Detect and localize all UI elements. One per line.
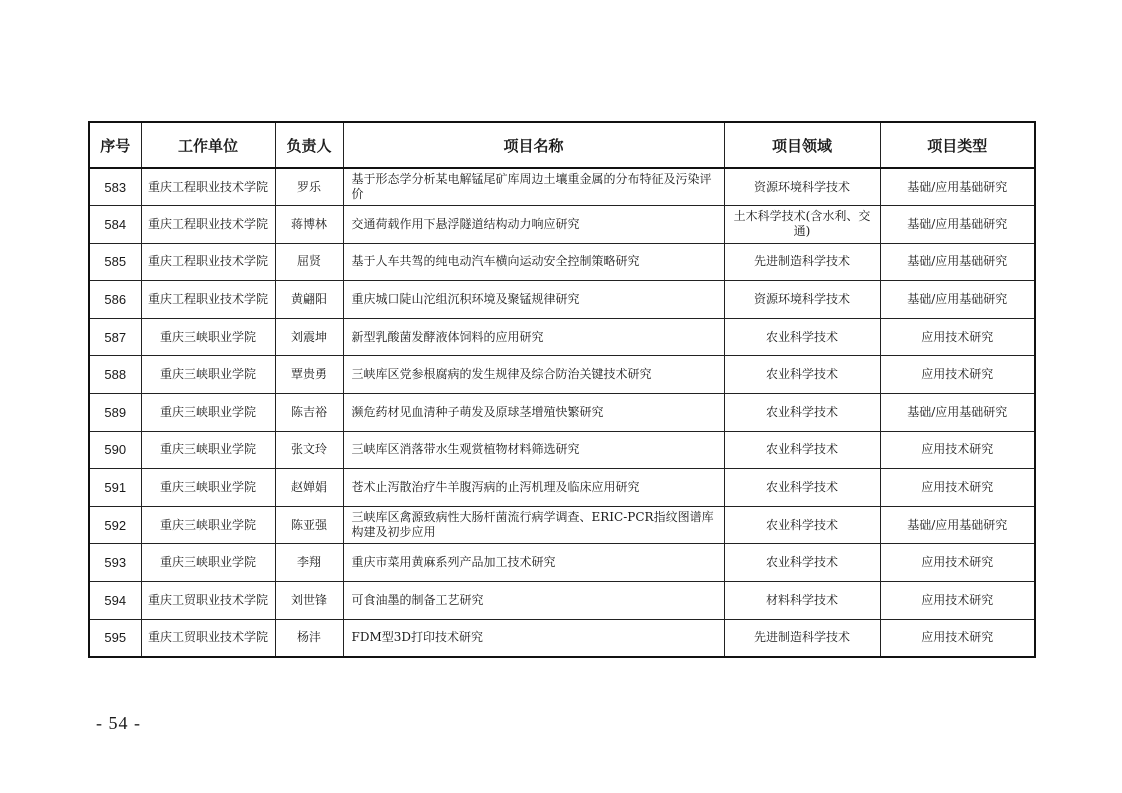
cell-lead: 张文玲 xyxy=(275,431,343,469)
cell-no: 593 xyxy=(89,544,141,582)
header-lead: 负责人 xyxy=(275,122,343,168)
cell-unit: 重庆三峡职业学院 xyxy=(141,469,275,507)
cell-name: 可食油墨的制备工艺研究 xyxy=(343,582,724,620)
cell-unit: 重庆工贸职业技术学院 xyxy=(141,619,275,657)
table-row xyxy=(89,469,1035,507)
header-type: 项目类型 xyxy=(880,122,1035,168)
cell-name: 重庆市菜用黄麻系列产品加工技术研究 xyxy=(343,544,724,582)
cell-no: 594 xyxy=(89,582,141,620)
cell-unit: 重庆三峡职业学院 xyxy=(141,506,275,544)
cell-unit: 重庆三峡职业学院 xyxy=(141,356,275,394)
cell-type: 应用技术研究 xyxy=(880,318,1035,356)
cell-type: 应用技术研究 xyxy=(880,619,1035,657)
cell-no: 590 xyxy=(89,431,141,469)
cell-name: FDM型3D打印技术研究 xyxy=(343,619,724,657)
cell-type: 应用技术研究 xyxy=(880,356,1035,394)
cell-name: 濒危药材见血清种子萌发及原球茎增殖快繁研究 xyxy=(343,394,724,432)
cell-type: 基础/应用基础研究 xyxy=(880,281,1035,319)
cell-name: 基于人车共驾的纯电动汽车横向运动安全控制策略研究 xyxy=(343,243,724,281)
cell-field: 农业科学技术 xyxy=(724,394,880,432)
table-row xyxy=(89,394,1035,432)
cell-field: 农业科学技术 xyxy=(724,506,880,544)
cell-lead: 陈吉裕 xyxy=(275,394,343,432)
table-row xyxy=(89,544,1035,582)
cell-name: 三峡库区消落带水生观赏植物材料筛选研究 xyxy=(343,431,724,469)
cell-lead: 陈亚强 xyxy=(275,506,343,544)
cell-no: 589 xyxy=(89,394,141,432)
cell-name: 新型乳酸菌发酵液体饲料的应用研究 xyxy=(343,318,724,356)
cell-type: 基础/应用基础研究 xyxy=(880,394,1035,432)
cell-field: 农业科学技术 xyxy=(724,544,880,582)
table-row xyxy=(89,281,1035,319)
cell-type: 基础/应用基础研究 xyxy=(880,243,1035,281)
cell-field: 先进制造科学技术 xyxy=(724,619,880,657)
table-header-row xyxy=(89,122,1035,168)
cell-name: 三峡库区党参根腐病的发生规律及综合防治关键技术研究 xyxy=(343,356,724,394)
cell-unit: 重庆三峡职业学院 xyxy=(141,394,275,432)
cell-field: 农业科学技术 xyxy=(724,356,880,394)
table-row xyxy=(89,582,1035,620)
cell-unit: 重庆工贸职业技术学院 xyxy=(141,582,275,620)
cell-type: 应用技术研究 xyxy=(880,431,1035,469)
cell-lead: 罗乐 xyxy=(275,168,343,206)
cell-lead: 蒋博林 xyxy=(275,206,343,244)
cell-field: 农业科学技术 xyxy=(724,469,880,507)
table-row xyxy=(89,243,1035,281)
cell-unit: 重庆三峡职业学院 xyxy=(141,544,275,582)
cell-lead: 黄翩阳 xyxy=(275,281,343,319)
cell-type: 应用技术研究 xyxy=(880,469,1035,507)
table-row xyxy=(89,431,1035,469)
cell-field: 农业科学技术 xyxy=(724,431,880,469)
cell-lead: 覃贵勇 xyxy=(275,356,343,394)
cell-type: 应用技术研究 xyxy=(880,544,1035,582)
cell-lead: 杨沣 xyxy=(275,619,343,657)
table-row xyxy=(89,206,1035,244)
cell-no: 588 xyxy=(89,356,141,394)
header-name: 项目名称 xyxy=(343,122,724,168)
cell-lead: 刘震坤 xyxy=(275,318,343,356)
cell-lead: 屈贤 xyxy=(275,243,343,281)
project-table xyxy=(88,121,1036,658)
cell-no: 584 xyxy=(89,206,141,244)
page-number: - 54 - xyxy=(96,713,141,733)
header-field: 项目领域 xyxy=(724,122,880,168)
cell-type: 基础/应用基础研究 xyxy=(880,206,1035,244)
cell-field: 资源环境科学技术 xyxy=(724,281,880,319)
cell-field: 土木科学技术(含水利、交通) xyxy=(724,206,880,244)
cell-field: 材料科学技术 xyxy=(724,582,880,620)
cell-name: 三峡库区禽源致病性大肠杆菌流行病学调查、ERIC-PCR指纹图谱库构建及初步应用 xyxy=(343,506,724,544)
cell-type: 基础/应用基础研究 xyxy=(880,506,1035,544)
header-no: 序号 xyxy=(89,122,141,168)
cell-no: 592 xyxy=(89,506,141,544)
table-row xyxy=(89,318,1035,356)
cell-field: 农业科学技术 xyxy=(724,318,880,356)
cell-name: 苍术止泻散治疗牛羊腹泻病的止泻机理及临床应用研究 xyxy=(343,469,724,507)
table-row xyxy=(89,506,1035,544)
cell-unit: 重庆工程职业技术学院 xyxy=(141,168,275,206)
cell-name: 重庆城口陡山沱组沉积环境及聚锰规律研究 xyxy=(343,281,724,319)
cell-name: 基于形态学分析某电解锰尾矿库周边土壤重金属的分布特征及污染评价 xyxy=(343,168,724,206)
cell-lead: 刘世锋 xyxy=(275,582,343,620)
cell-field: 资源环境科学技术 xyxy=(724,168,880,206)
table-row xyxy=(89,619,1035,657)
cell-no: 587 xyxy=(89,318,141,356)
cell-unit: 重庆三峡职业学院 xyxy=(141,431,275,469)
cell-type: 应用技术研究 xyxy=(880,582,1035,620)
table-row xyxy=(89,356,1035,394)
cell-no: 585 xyxy=(89,243,141,281)
cell-unit: 重庆工程职业技术学院 xyxy=(141,206,275,244)
cell-name: 交通荷载作用下悬浮隧道结构动力响应研究 xyxy=(343,206,724,244)
cell-field: 先进制造科学技术 xyxy=(724,243,880,281)
cell-no: 591 xyxy=(89,469,141,507)
cell-lead: 李翔 xyxy=(275,544,343,582)
cell-no: 595 xyxy=(89,619,141,657)
cell-lead: 赵婵娟 xyxy=(275,469,343,507)
cell-type: 基础/应用基础研究 xyxy=(880,168,1035,206)
cell-no: 583 xyxy=(89,168,141,206)
table-row xyxy=(89,168,1035,206)
cell-unit: 重庆工程职业技术学院 xyxy=(141,281,275,319)
cell-no: 586 xyxy=(89,281,141,319)
header-unit: 工作单位 xyxy=(141,122,275,168)
cell-unit: 重庆三峡职业学院 xyxy=(141,318,275,356)
cell-unit: 重庆工程职业技术学院 xyxy=(141,243,275,281)
